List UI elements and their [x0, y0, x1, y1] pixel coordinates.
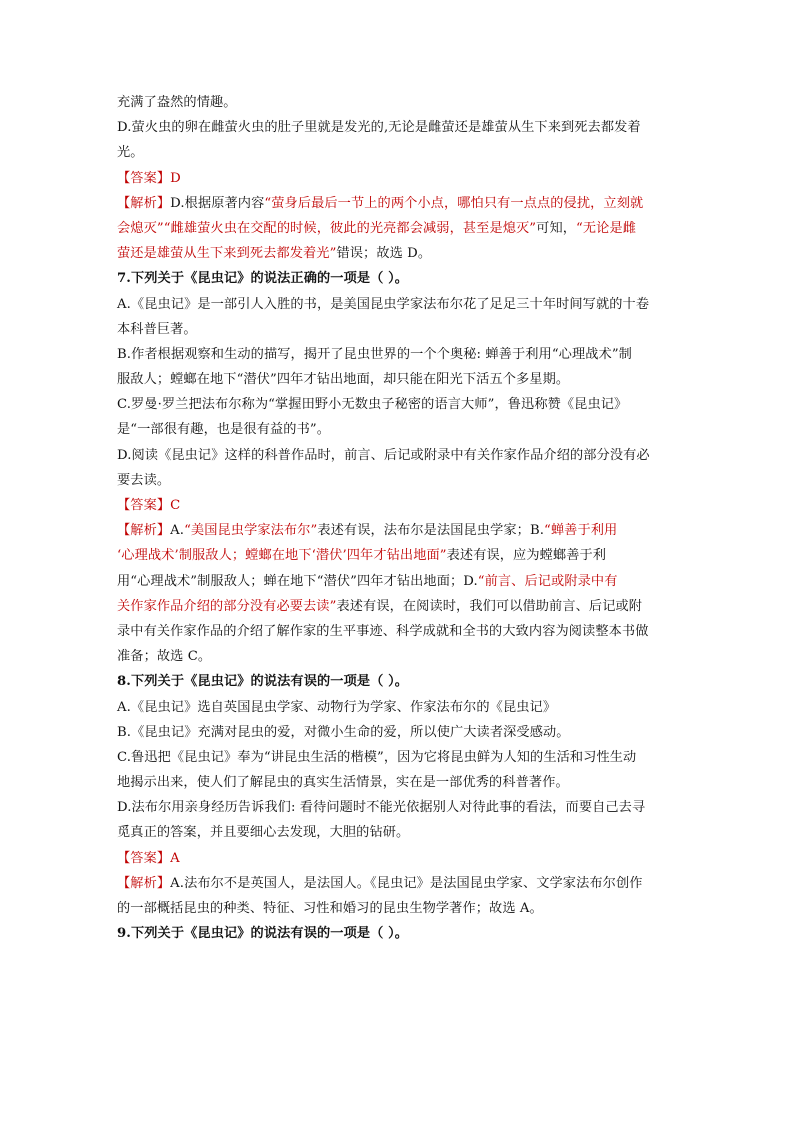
text-line: [117, 317, 677, 342]
text-run: 表述有误，在阅读时，我们可以借助前言、后记或附: [336, 598, 643, 614]
text-run: 表述有误，法布尔是法国昆虫学家；B.: [317, 523, 545, 539]
highlighted-text: “无论是雌: [576, 220, 637, 236]
text-line: [117, 367, 677, 392]
text-run: D.萤火虫的卵在雌萤火虫的肚子里就是发光的,无论是雌萤还是雄萤从生下来到死去都发着: [117, 120, 641, 136]
text-line: [117, 191, 677, 216]
highlighted-text: 【答案】: [117, 498, 171, 513]
text-line: [117, 695, 677, 720]
text-line: [117, 594, 677, 619]
text-line: [117, 795, 677, 820]
highlighted-text: 【答案】: [117, 170, 171, 186]
text-run: 的一部概括昆虫的种类、特征、习性和婚习的昆虫生物学著作；故选 A。: [117, 901, 543, 916]
text-line: [117, 266, 677, 291]
highlighted-text: 【答案】: [117, 850, 171, 866]
text-run: D.法布尔用亲身经历告诉我们: 看待问题时不能光依据别人对待此事的看法，而要自己去寻: [117, 800, 646, 816]
highlighted-text: “美国昆虫学家法布尔”: [184, 523, 318, 539]
highlighted-text: 会熄灭”“雌雄萤火虫在交配的时候，彼此的光亮都会减弱，甚至是熄灭”: [117, 220, 537, 236]
text-run: 要去读。: [117, 472, 171, 488]
text-run: 觅真正的答案，并且要细心去发现，大胆的钻研。: [117, 825, 410, 841]
text-line: [117, 569, 677, 594]
text-line: [117, 820, 677, 845]
text-run: A.法布尔不是英国人，是法国人。《昆虫记》是法国昆虫学家、文学家法布尔创作: [170, 875, 643, 891]
text-line: [117, 392, 677, 417]
text-run: C.鲁迅把《昆虫记》奉为“讲昆虫生活的楷模”，因为它将昆虫鲜为人知的生活和习性生动: [117, 749, 637, 765]
text-run: 地揭示出来，使人们了解昆虫的真实生活情景，实在是一部优秀的科普著作。: [117, 775, 569, 791]
text-line: [117, 216, 677, 241]
text-run: A.《昆虫记》是一部引人入胜的书，是美国昆虫学家法布尔花了足足三十年时间写就的十卷: [117, 296, 650, 312]
text-run: 充满了盎然的情趣。: [117, 95, 237, 110]
text-run: 准备；故选 C。: [117, 649, 212, 665]
text-run: C.罗曼·罗兰把法布尔称为“掌握田野小无数虫子秘密的语言大师”，鲁迅称赞《昆虫记》: [117, 397, 628, 413]
text-line: [117, 745, 677, 770]
text-line: [117, 619, 677, 644]
text-run: 录中有关作家作品的介绍了解作家的生平事迹、科学成就和全书的大致内容为阅读整本书做: [117, 623, 649, 639]
highlighted-text: “蝉善于利用: [544, 523, 618, 539]
question-stem: 9.下列关于《昆虫记》的说法有误的一项是（ ）。: [117, 926, 409, 942]
text-run: 是“一部很有趣，也是很有益的书”。: [117, 422, 330, 438]
text-run: 服敌人；螳螂在地下“潜伏”四年才钻出地面，却只能在阳光下活五个多星期。: [117, 372, 570, 388]
text-run: A.《昆虫记》选自英国昆虫学家、动物行为学家、作家法布尔的《昆虫记》: [117, 699, 557, 715]
text-line: [117, 292, 677, 317]
text-line: [117, 90, 677, 115]
text-line: [117, 241, 677, 266]
text-run: 可知，: [536, 220, 577, 236]
highlighted-text: “前言、后记或附录中有: [477, 573, 618, 589]
text-line: [117, 543, 677, 568]
text-line: [117, 417, 677, 442]
highlighted-text: ‘心理战术’制服敌人；螳螂在地下‘潜伏’四年才钻出地面”: [117, 548, 447, 564]
text-line: [117, 468, 677, 493]
text-run: 用“心理战术”制服敌人；蝉在地下“潜伏”四年才钻出地面；D.: [117, 573, 478, 589]
document-body: [117, 90, 677, 946]
highlighted-text: C: [170, 498, 181, 513]
text-line: [117, 166, 677, 191]
text-line: [117, 770, 677, 795]
text-run: B.作者根据观察和生动的描写，揭开了昆虫世界的一个个奥秘: 蝉善于利用“心理战术”制: [117, 346, 632, 362]
text-line: [117, 921, 677, 946]
text-line: [117, 720, 677, 745]
text-run: 本科普巨著。: [117, 321, 197, 337]
text-line: [117, 493, 677, 518]
text-line: [117, 518, 677, 543]
highlighted-text: D: [170, 170, 181, 186]
text-run: B.《昆虫记》充满对昆虫的爱，对微小生命的爱，所以使广大读者深受感动。: [117, 724, 570, 740]
text-run: A.: [170, 523, 185, 539]
highlighted-text: 【解析】: [117, 195, 171, 211]
text-line: [117, 443, 677, 468]
text-line: [117, 669, 677, 694]
text-run: 表述有误，应为螳螂善于利: [446, 548, 607, 564]
question-stem: 7.下列关于《昆虫记》的说法正确的一项是（ ）。: [117, 271, 409, 287]
text-run: D.阅读《昆虫记》这样的科普作品时，前言、后记或附录中有关作家作品介绍的部分没有必: [117, 447, 650, 463]
highlighted-text: “萤身后最后一节上的两个小点，哪怕只有一点点的侵扰，立刻就: [264, 195, 644, 211]
highlighted-text: 关作家作品介绍的部分没有必要去读”: [117, 598, 337, 614]
text-run: 错误；故选 D。: [336, 246, 432, 262]
text-line: [117, 140, 677, 165]
question-stem: 8.下列关于《昆虫记》的说法有误的一项是（ ）。: [117, 674, 409, 690]
text-line: [117, 871, 677, 896]
highlighted-text: 萤还是雄萤从生下来到死去都发着光”: [117, 246, 337, 262]
highlighted-text: 【解析】: [117, 523, 171, 539]
text-run: 光。: [117, 145, 144, 161]
text-line: [117, 644, 677, 669]
text-line: [117, 896, 677, 921]
highlighted-text: A: [170, 850, 180, 866]
text-line: [117, 115, 677, 140]
text-line: [117, 846, 677, 871]
text-line: [117, 342, 677, 367]
text-run: D.根据原著内容: [170, 195, 265, 211]
highlighted-text: 【解析】: [117, 875, 171, 891]
